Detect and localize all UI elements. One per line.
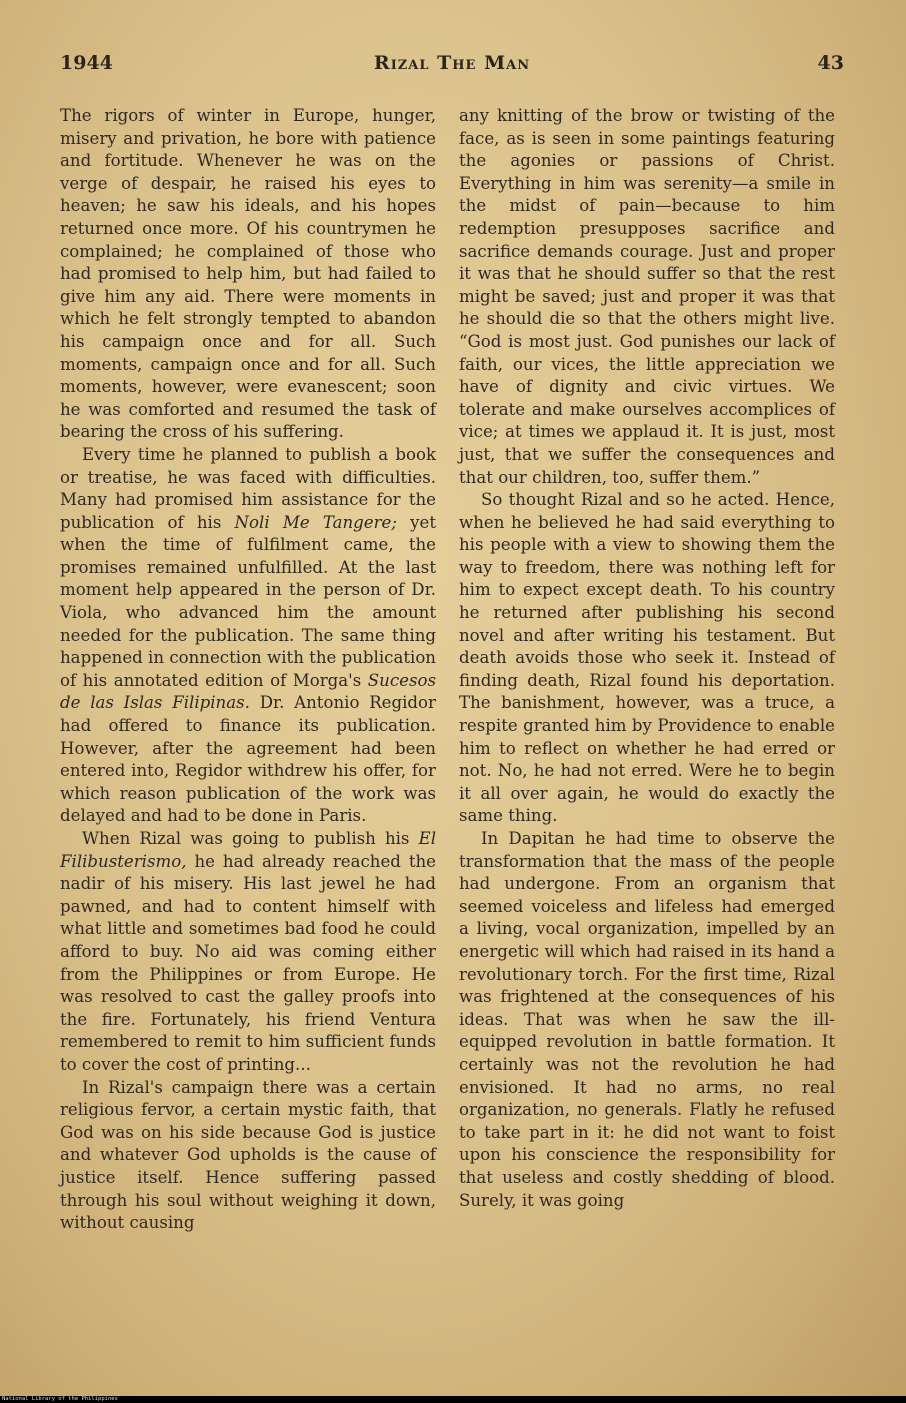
right-paragraph-2: So thought Rizal and so he acted. Hence, when he believed he had said everything to his people with a view to showing them the way to freedom, there was nothing left for him to expect except death. To his country he returned after publishing his second novel and after writing his testament. But death avoids those who seek it. Instead of finding death, Rizal found his deportation. The banishment, however, was a truce, a respite granted him by Providence to enable him to reflect on whether he had erred or not. No, he had not erred. Were he to begin it all over again, he would do exactly the same thing. — [459, 490, 835, 826]
left-paragraph-4: In Rizal's campaign there was a certain religious fervor, a certain mystic faith, that God was on his side because God is justice and whatever God upholds is the cause of justice itself. Hence suffering passed through his soul without weighing it down, without causing — [60, 1077, 436, 1233]
header-year: 1944 — [60, 52, 113, 74]
right-paragraph-1: any knitting of the brow or twisting of the face, as is seen in some paintings featuring the agonies or passions of Christ. Everything in him was serenity—a smile in the midst of pain—because to him redemption presupposes sacrifice and sacrifice demands courage. Just and proper it was that he should suffer so that the rest might be saved; just and proper it was that he should die so that the others might live. “God is most just. God punishes our lack of faith, our vices, the little appreciation we have of dignity and civic virtues. We tolerate and make ourselves accomplices of vice; at times we applaud it. It is just, most just, that we suffer the consequences and that our children, too, suffer them.” — [459, 106, 835, 487]
right-paragraph-3: In Dapitan he had time to observe the transformation that the mass of the people had undergone. From an organism that seemed voiceless and lifeless had emerged a living, vocal organization, impelled by an energetic will which had raised in its hand a revolutionary torch. For the first time, Rizal was frightened at the consequences of his ideas. That was when he saw the ill-equipped revolution in battle formation. It certainly was not the revolution he had envisioned. It had no arms, no real organization, no generals. Flatly he refused to take part in it: he did not want to foist upon his conscience the responsibility for that useless and costly shedding of blood. Surely, it was going — [459, 829, 835, 1210]
scan-credit: National Library of the Philippines — [0, 1396, 906, 1403]
left-column — [60, 105, 436, 1235]
left-paragraph-2: Every time he planned to publish a book or treatise, he was faced with difficulties. Many had promised him assistance for the publication of his Noli Me Tangere; yet when the time of fulfilment came, the promises remained unfulfilled. At the last moment help appeared in the person of Dr. Viola, who advanced him the amount needed for the publication. The same thing happened in connection with the publication of his annotated edition of Morga's Sucesos de las Islas Filipinas. Dr. Antonio Regidor had offered to finance its publication. However, after the agreement had been entered into, Regidor withdrew his offer, for which reason publication of the work was delayed and had to be done in Paris. — [60, 444, 436, 826]
running-header — [60, 52, 844, 82]
page-number: 43 — [817, 52, 844, 74]
header-title: Rizal The Man — [373, 52, 531, 74]
title-filibusterismo: El Filibusterismo, — [60, 829, 436, 871]
right-column — [459, 105, 835, 1212]
left-paragraph-3: When Rizal was going to publish his El Filibusterismo, he had already reached the nadir of his misery. His last jewel he had pawned, and had to content himself with what little and sometimes bad food he could afford to buy. No aid was coming either from the Philippines or from Europe. He was resolved to cast the galley proofs into the fire. Fortunately, his friend Ventura remembered to remit to him sufficient funds to cover the cost of printing... — [60, 829, 436, 1074]
title-noli: Noli Me Tangere; — [234, 512, 397, 532]
left-paragraph-1: The rigors of winter in Europe, hunger, misery and privation, he bore with patience and fortitude. Whenever he was on the verge of despair, he raised his eyes to heaven; he saw his ideals, and his hopes returned once more. Of his countrymen he complained; he complained of those who had promised to help him, but had failed to give him any aid. There were moments in which he felt strongly tempted to abandon his campaign once and for all. Such moments, campaign once and for all. Such moments, however, were evanescent; soon he was comforted and resumed the task of bearing the cross of his suffering. — [60, 106, 436, 442]
title-sucesos: Sucesos de las Islas Filipinas. — [60, 670, 436, 713]
